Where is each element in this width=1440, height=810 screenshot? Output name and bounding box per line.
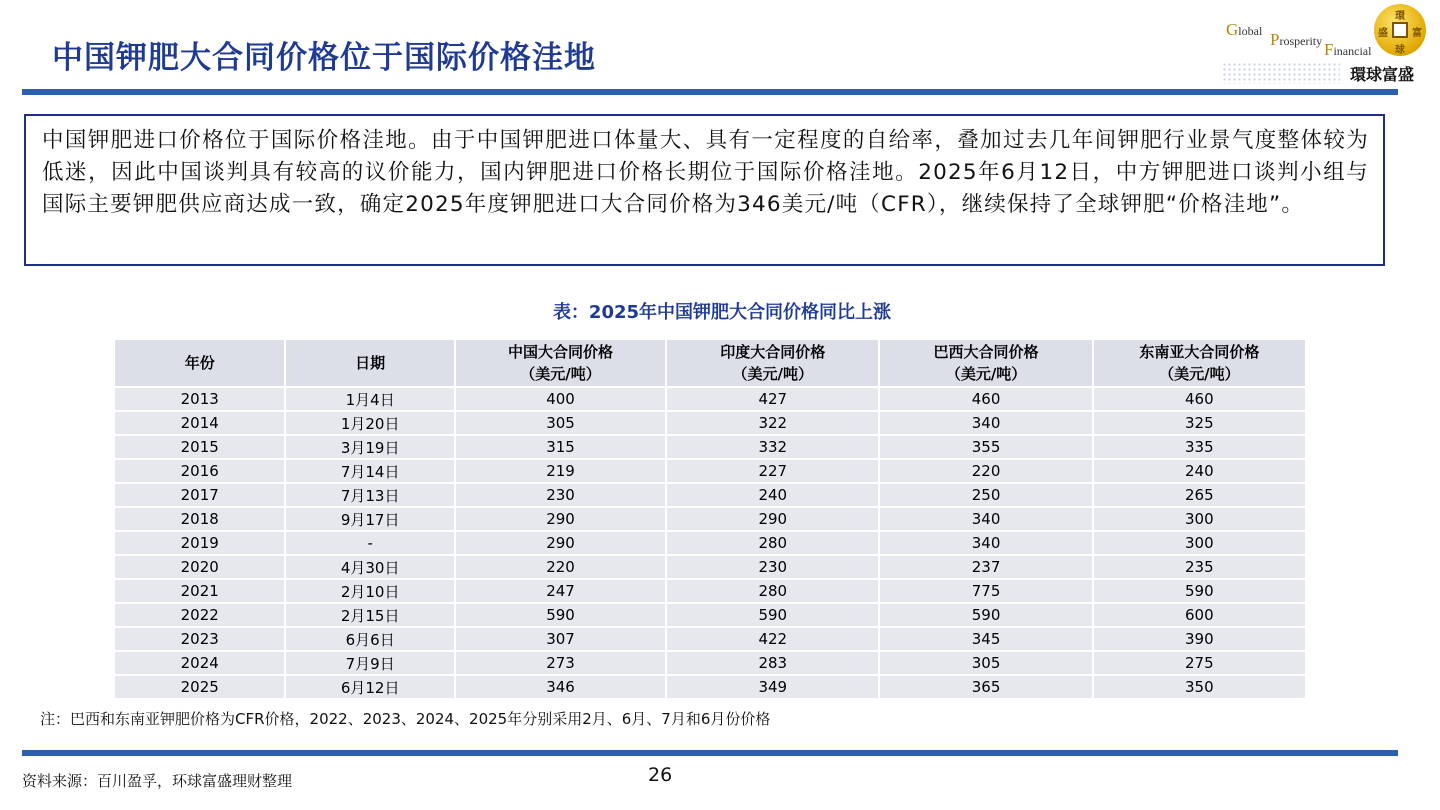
cell-china-price: 400 [456, 388, 665, 410]
cell-sea-price: 265 [1094, 484, 1305, 506]
table-row [115, 556, 1305, 578]
table-row [115, 388, 1305, 410]
table-caption: 表：2025年中国钾肥大合同价格同比上涨 [552, 302, 892, 323]
cell-sea-price: 275 [1094, 652, 1305, 674]
cell-brazil-price: 345 [880, 628, 1091, 650]
page-title: 中国钾肥大合同价格位于国际价格洼地 [52, 40, 596, 76]
cell-india-price: 322 [667, 412, 878, 434]
cell-sea-price: 335 [1094, 436, 1305, 458]
cell-india-price: 227 [667, 460, 878, 482]
cell-year: 2019 [115, 532, 284, 554]
cell-china-price: 219 [456, 460, 665, 482]
cell-date: 7月9日 [286, 652, 453, 674]
cell-sea-price: 240 [1094, 460, 1305, 482]
cell-brazil-price: 590 [880, 604, 1091, 626]
cell-china-price: 230 [456, 484, 665, 506]
cell-year: 2016 [115, 460, 284, 482]
cell-sea-price: 300 [1094, 508, 1305, 530]
cell-china-price: 346 [456, 676, 665, 698]
table-row [115, 652, 1305, 674]
cell-date: 6月12日 [286, 676, 453, 698]
table-row [115, 436, 1305, 458]
cell-china-price: 290 [456, 508, 665, 530]
cell-brazil-price: 340 [880, 412, 1091, 434]
cell-sea-price: 325 [1094, 412, 1305, 434]
table-row [115, 508, 1305, 530]
cell-china-price: 220 [456, 556, 665, 578]
cell-brazil-price: 775 [880, 580, 1091, 602]
cell-date: 9月17日 [286, 508, 453, 530]
cell-sea-price: 350 [1094, 676, 1305, 698]
cell-date: - [286, 532, 453, 554]
cell-year: 2022 [115, 604, 284, 626]
coin-logo-icon [1374, 4, 1426, 56]
coin-square-hole [1392, 22, 1408, 38]
cell-year: 2025 [115, 676, 284, 698]
table-row [115, 532, 1305, 554]
logo-letter-f: F [1324, 40, 1334, 59]
cell-india-price: 422 [667, 628, 878, 650]
summary-box [24, 114, 1385, 266]
cell-india-price: 280 [667, 580, 878, 602]
logo-dot-pattern [1222, 62, 1340, 84]
cell-year: 2015 [115, 436, 284, 458]
cell-china-price: 273 [456, 652, 665, 674]
cell-sea-price: 590 [1094, 580, 1305, 602]
page-number: 26 [648, 764, 673, 786]
cell-india-price: 230 [667, 556, 878, 578]
header-divider-bar [22, 89, 1398, 95]
table-row [115, 580, 1305, 602]
logo-letter-p: P [1270, 30, 1280, 49]
cell-india-price: 427 [667, 388, 878, 410]
cell-brazil-price: 250 [880, 484, 1091, 506]
table-row [115, 628, 1305, 650]
cell-sea-price: 460 [1094, 388, 1305, 410]
logo-word-financial: inancial [1333, 44, 1372, 58]
cell-year: 2021 [115, 580, 284, 602]
company-name-cn: 環球富盛 [1350, 65, 1415, 84]
cell-brazil-price: 355 [880, 436, 1091, 458]
price-table [113, 338, 1307, 700]
header-year: 年份 [115, 340, 284, 386]
cell-china-price: 305 [456, 412, 665, 434]
cell-india-price: 590 [667, 604, 878, 626]
logo-word-global: lobal [1238, 24, 1263, 38]
cell-date: 3月19日 [286, 436, 453, 458]
cell-date: 7月14日 [286, 460, 453, 482]
table-row [115, 412, 1305, 434]
cell-date: 2月15日 [286, 604, 453, 626]
cell-date: 6月6日 [286, 628, 453, 650]
table-body [115, 388, 1305, 698]
logo-letter-g: G [1226, 20, 1239, 39]
cell-sea-price: 300 [1094, 532, 1305, 554]
header-sea-price: 东南亚大合同价格 （美元/吨） [1094, 340, 1305, 386]
cell-china-price: 590 [456, 604, 665, 626]
cell-sea-price: 235 [1094, 556, 1305, 578]
cell-brazil-price: 237 [880, 556, 1091, 578]
header-brazil-price: 巴西大合同价格 （美元/吨） [880, 340, 1091, 386]
table-row [115, 676, 1305, 698]
summary-text: 中国钾肥进口价格位于国际价格洼地。由于中国钾肥进口体量大、具有一定程度的自给率，叠加过去几年间钾肥行业景气度整体较为低迷，因此中国谈判具有较高的议价能力，国内钾肥进口价格长期位于国际价格洼地。2025年6月12日，中方钾肥进口谈判小组与国际主要钾肥供应商达成一致，确定2025年度钾肥进口大合同价格为346美元/吨（CFR），继续保持了全球钾肥“价格洼地”。 [42, 128, 1369, 217]
cell-date: 1月20日 [286, 412, 453, 434]
header-date: 日期 [286, 340, 453, 386]
cell-year: 2024 [115, 652, 284, 674]
cell-sea-price: 600 [1094, 604, 1305, 626]
coin-char-left: 盛 [1378, 28, 1388, 39]
cell-date: 7月13日 [286, 484, 453, 506]
logo-word-prosperity: rosperity [1279, 34, 1323, 48]
cell-china-price: 247 [456, 580, 665, 602]
cell-brazil-price: 340 [880, 508, 1091, 530]
cell-date: 2月10日 [286, 580, 453, 602]
cell-india-price: 280 [667, 532, 878, 554]
table-header-row [115, 340, 1305, 386]
cell-brazil-price: 365 [880, 676, 1091, 698]
cell-china-price: 290 [456, 532, 665, 554]
cell-china-price: 307 [456, 628, 665, 650]
table-row [115, 484, 1305, 506]
cell-brazil-price: 305 [880, 652, 1091, 674]
source-text: 资料来源：百川盈孚，环球富盛理财整理 [22, 772, 293, 790]
cell-india-price: 240 [667, 484, 878, 506]
cell-date: 1月4日 [286, 388, 453, 410]
cell-year: 2018 [115, 508, 284, 530]
cell-india-price: 349 [667, 676, 878, 698]
cell-brazil-price: 220 [880, 460, 1091, 482]
cell-china-price: 315 [456, 436, 665, 458]
cell-india-price: 283 [667, 652, 878, 674]
coin-char-right: 富 [1412, 28, 1422, 39]
cell-year: 2020 [115, 556, 284, 578]
cell-date: 4月30日 [286, 556, 453, 578]
cell-india-price: 290 [667, 508, 878, 530]
cell-sea-price: 390 [1094, 628, 1305, 650]
company-logo-wordmark [1226, 18, 1376, 60]
cell-brazil-price: 460 [880, 388, 1091, 410]
cell-year: 2017 [115, 484, 284, 506]
cell-year: 2013 [115, 388, 284, 410]
cell-year: 2014 [115, 412, 284, 434]
header-india-price: 印度大合同价格 （美元/吨） [667, 340, 878, 386]
header-china-price: 中国大合同价格 （美元/吨） [456, 340, 665, 386]
table-note: 注：巴西和东南亚钾肥价格为CFR价格，2022、2023、2024、2025年分别采用2月、6月、7月和6月份价格 [40, 710, 771, 728]
table-row [115, 460, 1305, 482]
cell-year: 2023 [115, 628, 284, 650]
footer-divider-bar [22, 750, 1398, 756]
cell-brazil-price: 340 [880, 532, 1091, 554]
cell-india-price: 332 [667, 436, 878, 458]
coin-char-top: 環 [1395, 11, 1405, 22]
table-row [115, 604, 1305, 626]
coin-char-bottom: 球 [1395, 45, 1405, 56]
